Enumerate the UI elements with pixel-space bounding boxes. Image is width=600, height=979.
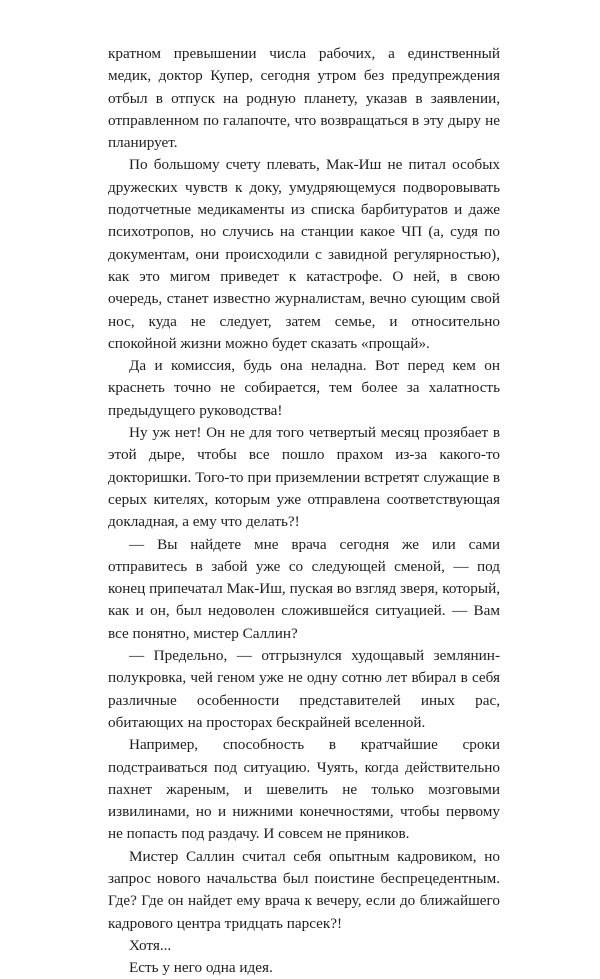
paragraph-3: Да и комиссия, будь она неладна. Вот перед кем он краснеть точно не собирается, тем более за халатность предыдущего руководства!: [108, 357, 500, 419]
paragraph-5: — Вы найдете мне врача сегодня же или сами отправитесь в забой уже со следующей сменой, — под конец припечатал Мак-Иш, пуская во взгляд зверя, который, как и он, был недоволен сложившейся ситуацией. — Вам все понятно, мистер Саллин?: [108, 535, 500, 642]
paragraph-9: Хотя...: [129, 936, 172, 954]
paragraph-4: Ну уж нет! Он не для того четвертый месяц прозябает в этой дыре, чтобы все пошло прахом из-за какого-то докторишки. Того-то при приземлении встретят служащие в серых кителях, которым уже отправлена соответствующая докладная, а ему что делать?!: [108, 424, 500, 531]
text-column: [108, 43, 500, 979]
paragraph-7: Например, способность в кратчайшие сроки подстраиваться под ситуацию. Чуять, когда действительно пахнет жареным, и шевелить не только мозговыми извилинами, но и нижними конечностями, чтобы первому не попасть под раздачу. И совсем не пряников.: [108, 736, 500, 843]
paragraph-10: Есть у него одна идея.: [129, 959, 273, 977]
paragraph-6: — Предельно, — отгрызнулся худощавый землянин-полукровка, чей геном уже не одну сотню лет вбирал в себя различные особенности представителей иных рас, обитающих на просторах бескрайней вселенной.: [108, 647, 500, 731]
paragraph-8: Мистер Саллин считал себя опытным кадровиком, но запрос нового начальства был поистине беспрецедентным. Где? Где он найдет ему врача к вечеру, если до ближайшего кадрового центра тридцать парсек?!: [108, 847, 500, 932]
paragraph-2: По большому счету плевать, Мак-Иш не питал особых дружеских чувств к доку, умудряющемуся подворовывать подотчетные медикаменты из списка барбитуратов и даже психотропов, но случись на станции какое ЧП (а, судя по документам, они происходили с завидной регулярностью), как это мигом приведет к катастрофе. О ней, в свою очередь, станет известно журналистам, вечно сующим свой нос, куда не следует, затем семье, и относительно спокойной жизни можно будет сказать «прощай».: [108, 156, 500, 352]
paragraph-1: кратном превышении числа рабочих, а единственный медик, доктор Купер, сегодня утром без предупреждения отбыл в отпуск на родную планету, указав в заявлении, отправленном по галапочте, что возвращаться в эту дыру не планирует.: [108, 45, 500, 152]
